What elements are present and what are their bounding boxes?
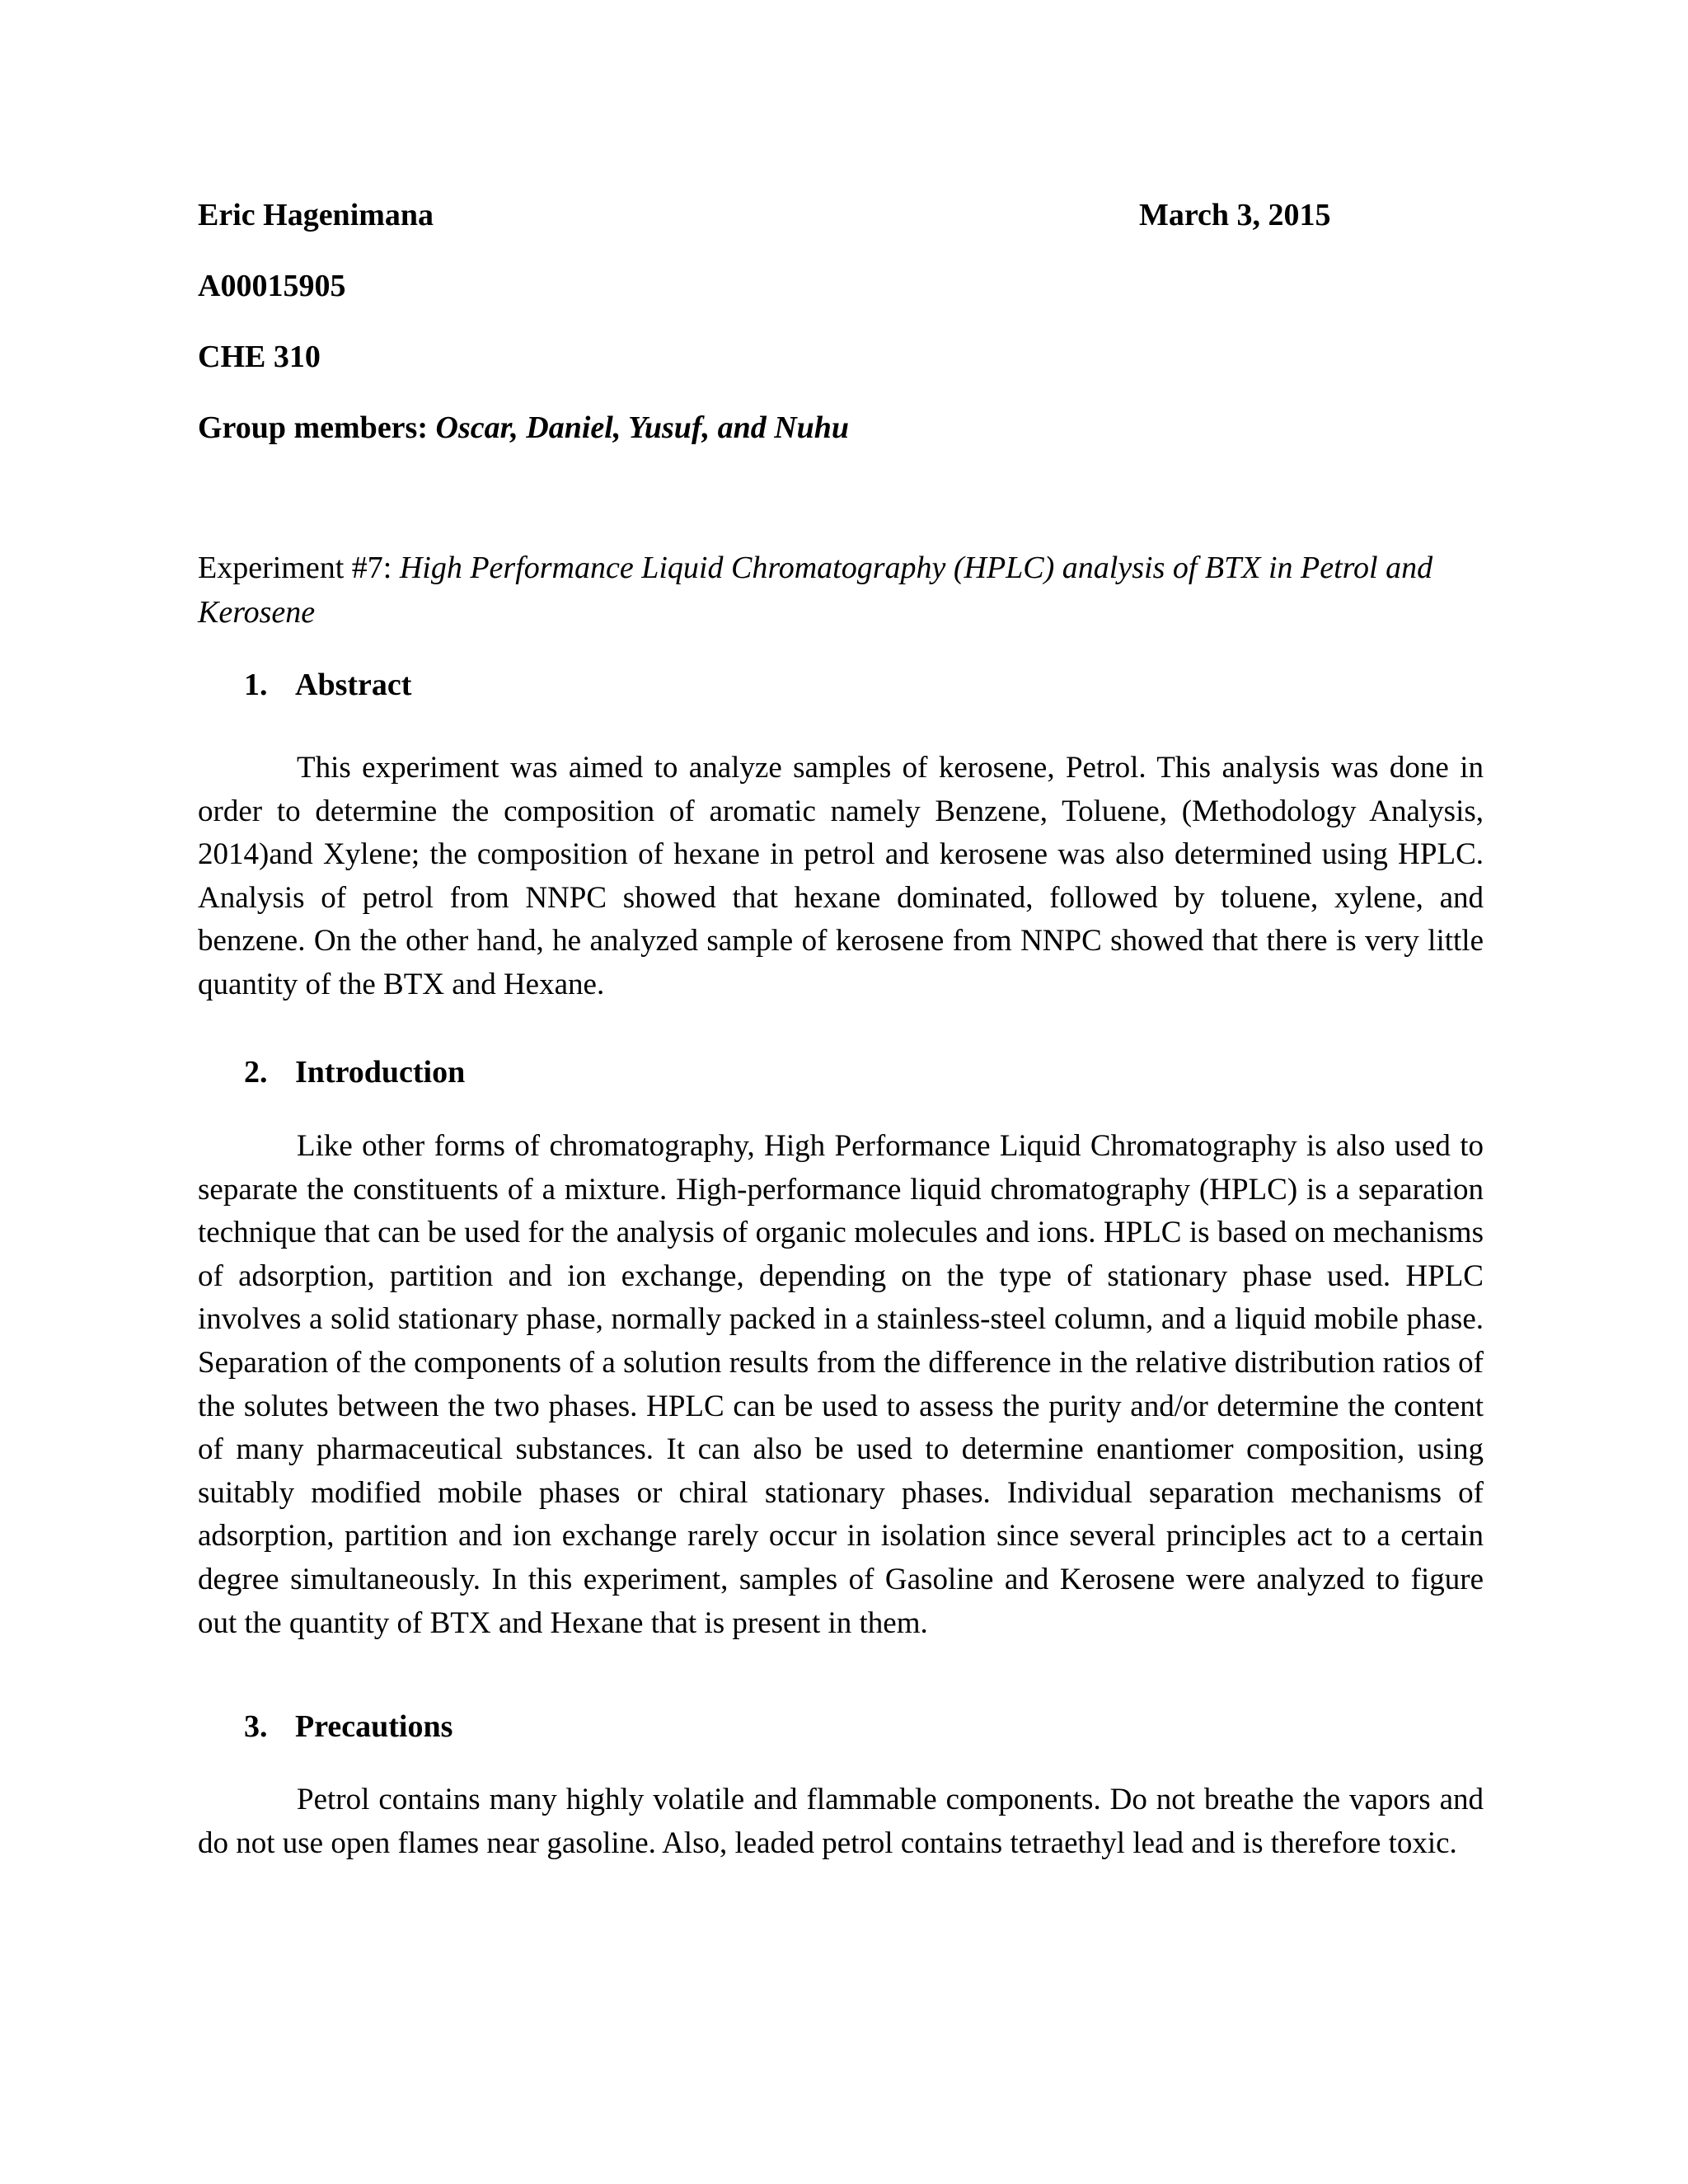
precautions-paragraph: Petrol contains many highly volatile and flammable components. Do not breathe the vapors and do not use open flames near gasoline. Also, leaded petrol contains tetraethyl lead and is therefore toxic. xyxy=(198,1783,1484,1860)
student-id: A00015905 xyxy=(198,269,346,303)
group-members xyxy=(198,409,849,447)
course-code: CHE 310 xyxy=(198,340,321,374)
group-members-label: Group members: xyxy=(198,410,428,445)
section-heading-abstract xyxy=(244,666,411,704)
group-members-names: Oscar, Daniel, Yusuf, and Nuhu xyxy=(435,410,850,445)
report-date: March 3, 2015 xyxy=(1139,198,1331,232)
section-number: 1. xyxy=(244,668,268,702)
section-heading-introduction xyxy=(244,1053,465,1091)
experiment-prefix: Experiment #7: xyxy=(198,551,400,585)
section-number: 3. xyxy=(244,1709,268,1744)
author-name: Eric Hagenimana xyxy=(198,198,434,232)
experiment-title xyxy=(198,546,1484,635)
section-title: Introduction xyxy=(295,1055,466,1090)
section-number: 2. xyxy=(244,1055,268,1090)
experiment-title-text: High Performance Liquid Chromatography (HPLC) analysis of BTX in Petrol and Kerosene xyxy=(198,551,1433,630)
abstract-paragraph: This experiment was aimed to analyze samples of kerosene, Petrol. This analysis was done in order to determine the composition of aromatic namely Benzene, Toluene, (Methodology Analysis, 2014)and Xylene; the composition of hexane in petrol and kerosene was also determined using HPLC. Analysis of petrol from NNPC showed that hexane dominated, followed by toluene, xylene, and benzene. On the other hand, he analyzed sample of kerosene from NNPC showed that there is very little quantity of the BTX and Hexane. xyxy=(198,751,1484,1001)
introduction-paragraph: Like other forms of chromatography, High Performance Liquid Chromatography is also used to separate the constituents of a mixture. High-performance liquid chromatography (HPLC) is a separation technique that can be used for the analysis of organic molecules and ions. HPLC is based on mechanisms of adsorption, partition and ion exchange, depending on the type of stationary phase used. HPLC involves a solid stationary phase, normally packed in a stainless-steel column, and a liquid mobile phase. Separation of the components of a solution results from the difference in the relative distribution ratios of the solutes between the two phases. HPLC can be used to assess the purity and/or determine the content of many pharmaceutical substances. It can also be used to determine enantiomer composition, using suitably modified mobile phases or chiral stationary phases. Individual separation mechanisms of adsorption, partition and ion exchange rarely occur in isolation since several principles act to a certain degree simultaneously. In this experiment, samples of Gasoline and Kerosene were analyzed to figure out the quantity of BTX and Hexane that is present in them. xyxy=(198,1129,1484,1640)
section-heading-precautions xyxy=(244,1708,452,1746)
section-title: Precautions xyxy=(295,1709,453,1744)
section-title: Abstract xyxy=(295,668,412,702)
